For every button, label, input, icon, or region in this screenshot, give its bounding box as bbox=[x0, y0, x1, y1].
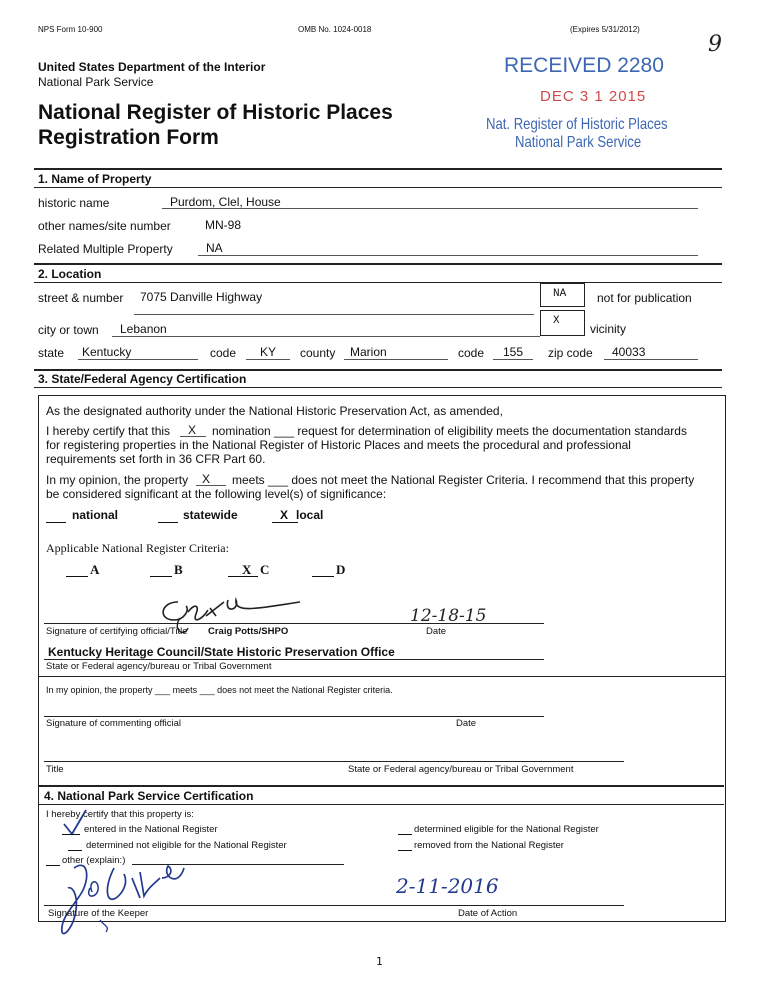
commenting-date-label: Date bbox=[456, 718, 477, 729]
level-local: local bbox=[296, 508, 324, 522]
service: National Park Service bbox=[38, 75, 154, 89]
certifying-date: 12-18-15 bbox=[410, 606, 487, 626]
code-value: KY bbox=[260, 345, 277, 359]
county-label: county bbox=[300, 346, 336, 360]
certifying-signature-label: Signature of certifying official/Title bbox=[46, 626, 188, 637]
historic-name-label: historic name bbox=[38, 196, 110, 210]
commenting-title-label: Title bbox=[46, 764, 64, 775]
criterion-a: A bbox=[90, 562, 100, 577]
opinion-text: meets ___ does not meet the National Register Criteria. I recommend that this property bbox=[232, 473, 695, 487]
criteria-label: Applicable National Register Criteria: bbox=[46, 541, 229, 555]
department: United States Department of the Interior bbox=[38, 60, 266, 74]
certify-text-3: requirements set forth in 36 CFR Part 60. bbox=[46, 452, 266, 466]
omb-number: OMB No. 1024-0018 bbox=[298, 25, 372, 34]
action-date-label: Date of Action bbox=[458, 908, 518, 919]
received-date-stamp: DEC 3 1 2015 bbox=[540, 88, 647, 105]
determined-not-eligible-option: determined not eligible for the National Register bbox=[86, 840, 287, 851]
stamp-register: Nat. Register of Historic Places bbox=[486, 116, 668, 133]
county-code-label: code bbox=[458, 346, 485, 360]
city-label: city or town bbox=[38, 323, 99, 337]
related-property-value: NA bbox=[206, 241, 223, 255]
other-option: other (explain:) bbox=[62, 855, 126, 866]
not-for-publication-box[interactable] bbox=[540, 283, 585, 307]
vicinity-box[interactable] bbox=[540, 310, 585, 336]
other-names-value: MN-98 bbox=[205, 218, 242, 232]
level-national: national bbox=[72, 508, 119, 522]
related-property-label: Related Multiple Property bbox=[38, 242, 173, 256]
county-value: Marion bbox=[350, 345, 387, 359]
expiration-date: (Expires 5/31/2012) bbox=[570, 25, 640, 34]
certifying-date-label: Date bbox=[426, 626, 447, 637]
keeper-signature-label: Signature of the Keeper bbox=[48, 908, 149, 919]
level-local-mark: X bbox=[280, 508, 289, 522]
authority-statement: As the designated authority under the National Historic Preservation Act, as amended, bbox=[46, 404, 503, 418]
historic-name-value: Purdom, Clel, House bbox=[170, 195, 281, 209]
code-label: code bbox=[210, 346, 237, 360]
keeper-signature bbox=[44, 848, 204, 940]
state-office: Kentucky Heritage Council/State Historic Preservation Office bbox=[48, 645, 395, 659]
stamp-service: National Park Service bbox=[515, 134, 642, 151]
street-value: 7075 Danville Highway bbox=[140, 290, 263, 304]
form-number: NPS Form 10-900 bbox=[38, 25, 103, 34]
removed-option: removed from the National Register bbox=[414, 840, 564, 851]
certifying-official-name: Craig Potts/SHPO bbox=[208, 626, 289, 637]
zip-label: zip code bbox=[548, 346, 593, 360]
city-value: Lebanon bbox=[120, 322, 167, 336]
street-label: street & number bbox=[38, 291, 124, 305]
certify-text: nomination ___ request for determination of eligibility meets the documentation standards bbox=[212, 424, 687, 438]
other-names-label: other names/site number bbox=[38, 219, 171, 233]
section-1-heading: 1. Name of Property bbox=[38, 172, 152, 186]
not-for-publication-value: NA bbox=[553, 288, 567, 300]
action-date: 2-11-2016 bbox=[396, 874, 499, 898]
section-2-heading: 2. Location bbox=[38, 267, 102, 281]
form-title: National Register of Historic Places bbox=[38, 101, 393, 124]
state-value: Kentucky bbox=[82, 345, 132, 359]
meets-mark: X bbox=[202, 472, 211, 486]
opinion-intro: In my opinion, the property bbox=[46, 473, 189, 487]
nomination-mark: X bbox=[188, 423, 197, 437]
page-number: 1 bbox=[376, 955, 383, 968]
opinion-text-2: be considered significant at the following level(s) of significance: bbox=[46, 487, 387, 501]
nps-certify-intro: I hereby certify that this property is: bbox=[46, 809, 194, 820]
section-4-heading: 4. National Park Service Certification bbox=[44, 789, 254, 803]
level-statewide: statewide bbox=[183, 508, 238, 522]
vicinity-label: vicinity bbox=[590, 322, 627, 336]
comment-opinion: In my opinion, the property ___ meets ___ does not meet the National Register criteria. bbox=[46, 685, 393, 695]
county-code-value: 155 bbox=[503, 345, 524, 359]
section-3-heading: 3. State/Federal Agency Certification bbox=[38, 372, 247, 386]
form-subtitle: Registration Form bbox=[38, 126, 219, 149]
commenting-agency-label: State or Federal agency/bureau or Tribal Government bbox=[348, 764, 574, 775]
vicinity-value: X bbox=[553, 315, 560, 327]
state-label: state bbox=[38, 346, 65, 360]
entered-option: entered in the National Register bbox=[84, 824, 218, 835]
certify-intro: I hereby certify that this bbox=[46, 424, 171, 438]
zip-value: 40033 bbox=[612, 345, 646, 359]
page-mark: 9 bbox=[708, 32, 722, 57]
received-stamp: RECEIVED 2280 bbox=[504, 54, 664, 77]
criterion-d: D bbox=[336, 562, 346, 577]
commenting-signature-label: Signature of commenting official bbox=[46, 718, 182, 729]
criterion-c: C bbox=[260, 562, 270, 577]
determined-eligible-option: determined eligible for the National Register bbox=[414, 824, 599, 835]
certify-text-2: for registering properties in the National Register of Historic Places and meets the procedural and professional bbox=[46, 438, 631, 452]
state-office-label: State or Federal agency/bureau or Tribal Government bbox=[46, 661, 272, 672]
criterion-c-mark: X bbox=[242, 562, 252, 577]
criterion-b: B bbox=[174, 562, 183, 577]
not-for-publication-label: not for publication bbox=[597, 291, 692, 305]
